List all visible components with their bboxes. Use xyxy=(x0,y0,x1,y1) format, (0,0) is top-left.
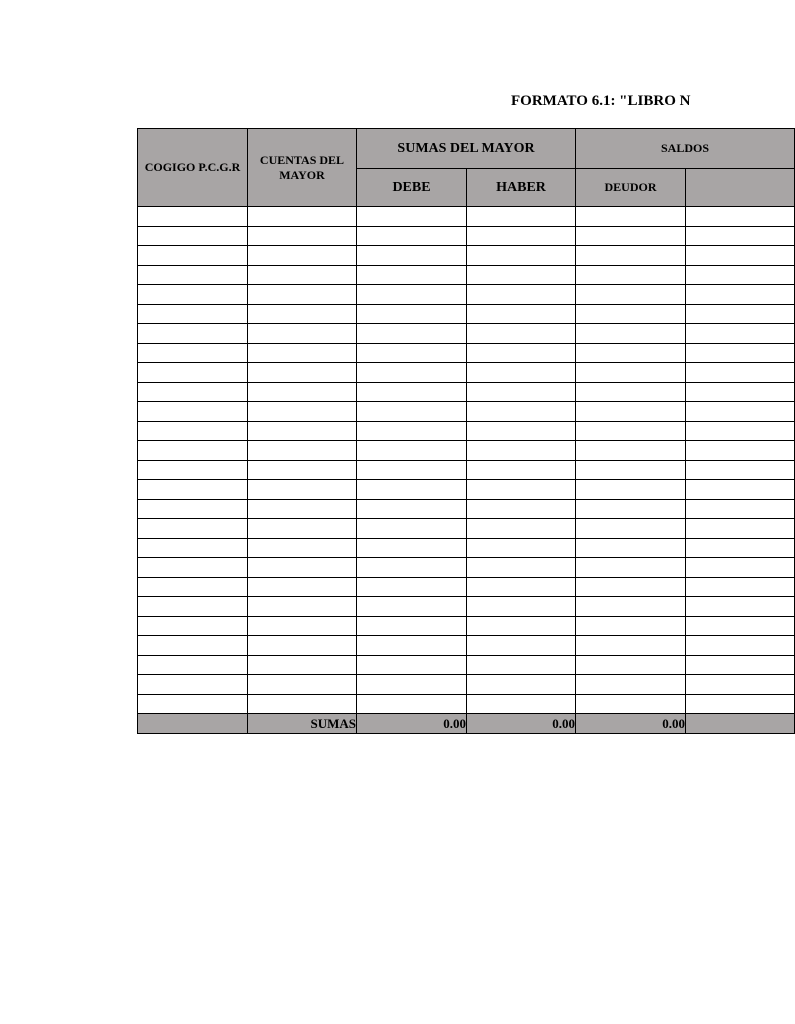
cell-code[interactable] xyxy=(138,324,248,344)
totals-debtor: 0.00 xyxy=(576,714,686,734)
cell-creditor[interactable] xyxy=(686,402,795,422)
cell-creditor[interactable] xyxy=(686,655,795,675)
cell-creditor[interactable] xyxy=(686,324,795,344)
cell-debtor[interactable] xyxy=(576,558,686,578)
cell-account[interactable] xyxy=(248,226,357,246)
table-row xyxy=(138,675,795,695)
cell-account[interactable] xyxy=(248,324,357,344)
cell-code[interactable] xyxy=(138,343,248,363)
cell-account[interactable] xyxy=(248,343,357,363)
cell-code[interactable] xyxy=(138,577,248,597)
cell-code[interactable] xyxy=(138,363,248,383)
cell-debtor[interactable] xyxy=(576,265,686,285)
table-row xyxy=(138,538,795,558)
cell-debit[interactable] xyxy=(357,246,467,266)
table-row xyxy=(138,616,795,636)
cell-account[interactable] xyxy=(248,363,357,383)
table-row xyxy=(138,597,795,617)
cell-account[interactable] xyxy=(248,265,357,285)
cell-code[interactable] xyxy=(138,499,248,519)
table-row xyxy=(138,480,795,500)
cell-creditor[interactable] xyxy=(686,636,795,656)
cell-debtor[interactable] xyxy=(576,636,686,656)
cell-code[interactable] xyxy=(138,558,248,578)
cell-creditor[interactable] xyxy=(686,597,795,617)
cell-code[interactable] xyxy=(138,207,248,227)
cell-credit[interactable] xyxy=(467,441,576,461)
header-accounts: CUENTAS DEL MAYOR xyxy=(248,129,357,207)
cell-creditor[interactable] xyxy=(686,285,795,305)
table-row xyxy=(138,421,795,441)
cell-debtor[interactable] xyxy=(576,597,686,617)
cell-account[interactable] xyxy=(248,577,357,597)
cell-debtor[interactable] xyxy=(576,285,686,305)
cell-creditor[interactable] xyxy=(686,226,795,246)
cell-credit[interactable] xyxy=(467,597,576,617)
document-title: FORMATO 6.1: "LIBRO N xyxy=(511,93,691,109)
cell-credit[interactable] xyxy=(467,577,576,597)
cell-debtor[interactable] xyxy=(576,694,686,714)
totals-code-cell xyxy=(138,714,248,734)
ledger-body xyxy=(138,207,795,714)
table-row xyxy=(138,285,795,305)
cell-creditor[interactable] xyxy=(686,675,795,695)
cell-account[interactable] xyxy=(248,636,357,656)
cell-debit[interactable] xyxy=(357,694,467,714)
cell-credit[interactable] xyxy=(467,285,576,305)
cell-credit[interactable] xyxy=(467,246,576,266)
cell-debtor[interactable] xyxy=(576,675,686,695)
cell-creditor[interactable] xyxy=(686,577,795,597)
cell-debtor[interactable] xyxy=(576,655,686,675)
cell-debit[interactable] xyxy=(357,402,467,422)
header-sums-group: SUMAS DEL MAYOR xyxy=(357,129,576,169)
cell-creditor[interactable] xyxy=(686,363,795,383)
cell-code[interactable] xyxy=(138,538,248,558)
totals-debit: 0.00 xyxy=(357,714,467,734)
cell-account[interactable] xyxy=(248,519,357,539)
cell-creditor[interactable] xyxy=(686,304,795,324)
cell-account[interactable] xyxy=(248,538,357,558)
cell-code[interactable] xyxy=(138,226,248,246)
header-credit: HABER xyxy=(467,169,576,207)
cell-account[interactable] xyxy=(248,207,357,227)
cell-debtor[interactable] xyxy=(576,480,686,500)
totals-creditor xyxy=(686,714,795,734)
cell-account[interactable] xyxy=(248,304,357,324)
header-debit: DEBE xyxy=(357,169,467,207)
table-row xyxy=(138,441,795,461)
table-row xyxy=(138,343,795,363)
cell-account[interactable] xyxy=(248,460,357,480)
cell-debtor[interactable] xyxy=(576,519,686,539)
cell-debit[interactable] xyxy=(357,382,467,402)
cell-debtor[interactable] xyxy=(576,207,686,227)
table-row xyxy=(138,246,795,266)
cell-debtor[interactable] xyxy=(576,304,686,324)
cell-account[interactable] xyxy=(248,655,357,675)
cell-debit[interactable] xyxy=(357,304,467,324)
cell-creditor[interactable] xyxy=(686,616,795,636)
cell-account[interactable] xyxy=(248,480,357,500)
cell-debtor[interactable] xyxy=(576,402,686,422)
cell-debtor[interactable] xyxy=(576,499,686,519)
cell-debit[interactable] xyxy=(357,675,467,695)
cell-account[interactable] xyxy=(248,597,357,617)
cell-debit[interactable] xyxy=(357,265,467,285)
cell-credit[interactable] xyxy=(467,343,576,363)
cell-debtor[interactable] xyxy=(576,538,686,558)
cell-debit[interactable] xyxy=(357,636,467,656)
cell-code[interactable] xyxy=(138,694,248,714)
cell-account[interactable] xyxy=(248,421,357,441)
totals-row xyxy=(138,714,795,734)
cell-account[interactable] xyxy=(248,441,357,461)
cell-credit[interactable] xyxy=(467,616,576,636)
cell-debit[interactable] xyxy=(357,285,467,305)
cell-credit[interactable] xyxy=(467,324,576,344)
cell-creditor[interactable] xyxy=(686,460,795,480)
table-row xyxy=(138,226,795,246)
table-row xyxy=(138,324,795,344)
cell-credit[interactable] xyxy=(467,460,576,480)
cell-debit[interactable] xyxy=(357,460,467,480)
table-row xyxy=(138,363,795,383)
cell-creditor[interactable] xyxy=(686,694,795,714)
cell-code[interactable] xyxy=(138,636,248,656)
cell-creditor[interactable] xyxy=(686,538,795,558)
cell-credit[interactable] xyxy=(467,265,576,285)
cell-debtor[interactable] xyxy=(576,363,686,383)
table-row xyxy=(138,402,795,422)
cell-credit[interactable] xyxy=(467,226,576,246)
cell-code[interactable] xyxy=(138,285,248,305)
cell-code[interactable] xyxy=(138,480,248,500)
cell-debtor[interactable] xyxy=(576,421,686,441)
cell-code[interactable] xyxy=(138,655,248,675)
cell-credit[interactable] xyxy=(467,636,576,656)
cell-account[interactable] xyxy=(248,675,357,695)
cell-debtor[interactable] xyxy=(576,226,686,246)
cell-credit[interactable] xyxy=(467,480,576,500)
cell-account[interactable] xyxy=(248,382,357,402)
cell-code[interactable] xyxy=(138,616,248,636)
cell-debit[interactable] xyxy=(357,421,467,441)
header-balances-group: SALDOS xyxy=(576,129,795,169)
cell-debit[interactable] xyxy=(357,343,467,363)
table-row xyxy=(138,655,795,675)
cell-debit[interactable] xyxy=(357,207,467,227)
table-row xyxy=(138,519,795,539)
cell-account[interactable] xyxy=(248,246,357,266)
cell-debtor[interactable] xyxy=(576,616,686,636)
table-row xyxy=(138,499,795,519)
cell-creditor[interactable] xyxy=(686,343,795,363)
cell-credit[interactable] xyxy=(467,363,576,383)
cell-debit[interactable] xyxy=(357,597,467,617)
cell-account[interactable] xyxy=(248,558,357,578)
totals-label: SUMAS xyxy=(248,714,357,734)
header-code: COGIGO P.C.G.R xyxy=(138,129,248,207)
cell-code[interactable] xyxy=(138,460,248,480)
cell-debit[interactable] xyxy=(357,519,467,539)
cell-code[interactable] xyxy=(138,441,248,461)
cell-code[interactable] xyxy=(138,246,248,266)
cell-credit[interactable] xyxy=(467,558,576,578)
table-row xyxy=(138,577,795,597)
cell-debtor[interactable] xyxy=(576,324,686,344)
cell-credit[interactable] xyxy=(467,207,576,227)
cell-code[interactable] xyxy=(138,519,248,539)
cell-debit[interactable] xyxy=(357,616,467,636)
cell-credit[interactable] xyxy=(467,382,576,402)
cell-creditor[interactable] xyxy=(686,519,795,539)
cell-debit[interactable] xyxy=(357,480,467,500)
cell-debit[interactable] xyxy=(357,538,467,558)
table-row xyxy=(138,304,795,324)
cell-code[interactable] xyxy=(138,421,248,441)
table-row xyxy=(138,460,795,480)
cell-debtor[interactable] xyxy=(576,441,686,461)
cell-account[interactable] xyxy=(248,694,357,714)
cell-creditor[interactable] xyxy=(686,558,795,578)
cell-credit[interactable] xyxy=(467,694,576,714)
cell-debit[interactable] xyxy=(357,499,467,519)
cell-debtor[interactable] xyxy=(576,343,686,363)
cell-credit[interactable] xyxy=(467,675,576,695)
cell-code[interactable] xyxy=(138,402,248,422)
table-row xyxy=(138,382,795,402)
ledger-table xyxy=(137,128,795,734)
cell-debit[interactable] xyxy=(357,226,467,246)
cell-code[interactable] xyxy=(138,675,248,695)
cell-credit[interactable] xyxy=(467,519,576,539)
table-row xyxy=(138,636,795,656)
ledger-sheet xyxy=(137,128,710,731)
cell-code[interactable] xyxy=(138,597,248,617)
cell-creditor[interactable] xyxy=(686,480,795,500)
cell-credit[interactable] xyxy=(467,402,576,422)
totals-credit: 0.00 xyxy=(467,714,576,734)
cell-debit[interactable] xyxy=(357,441,467,461)
cell-creditor[interactable] xyxy=(686,207,795,227)
table-row xyxy=(138,694,795,714)
cell-credit[interactable] xyxy=(467,304,576,324)
cell-debtor[interactable] xyxy=(576,577,686,597)
cell-account[interactable] xyxy=(248,402,357,422)
cell-creditor[interactable] xyxy=(686,265,795,285)
cell-account[interactable] xyxy=(248,616,357,636)
cell-account[interactable] xyxy=(248,499,357,519)
table-row xyxy=(138,265,795,285)
cell-creditor[interactable] xyxy=(686,421,795,441)
cell-debit[interactable] xyxy=(357,577,467,597)
cell-credit[interactable] xyxy=(467,421,576,441)
cell-credit[interactable] xyxy=(467,538,576,558)
cell-code[interactable] xyxy=(138,265,248,285)
table-row xyxy=(138,558,795,578)
cell-code[interactable] xyxy=(138,382,248,402)
cell-debit[interactable] xyxy=(357,558,467,578)
header-creditor xyxy=(686,169,795,207)
cell-creditor[interactable] xyxy=(686,382,795,402)
cell-debtor[interactable] xyxy=(576,460,686,480)
cell-creditor[interactable] xyxy=(686,246,795,266)
cell-debit[interactable] xyxy=(357,363,467,383)
cell-debit[interactable] xyxy=(357,324,467,344)
cell-creditor[interactable] xyxy=(686,441,795,461)
header-debtor: DEUDOR xyxy=(576,169,686,207)
cell-credit[interactable] xyxy=(467,655,576,675)
table-row xyxy=(138,207,795,227)
cell-code[interactable] xyxy=(138,304,248,324)
cell-debtor[interactable] xyxy=(576,382,686,402)
cell-account[interactable] xyxy=(248,285,357,305)
cell-debit[interactable] xyxy=(357,655,467,675)
cell-debtor[interactable] xyxy=(576,246,686,266)
cell-credit[interactable] xyxy=(467,499,576,519)
cell-creditor[interactable] xyxy=(686,499,795,519)
